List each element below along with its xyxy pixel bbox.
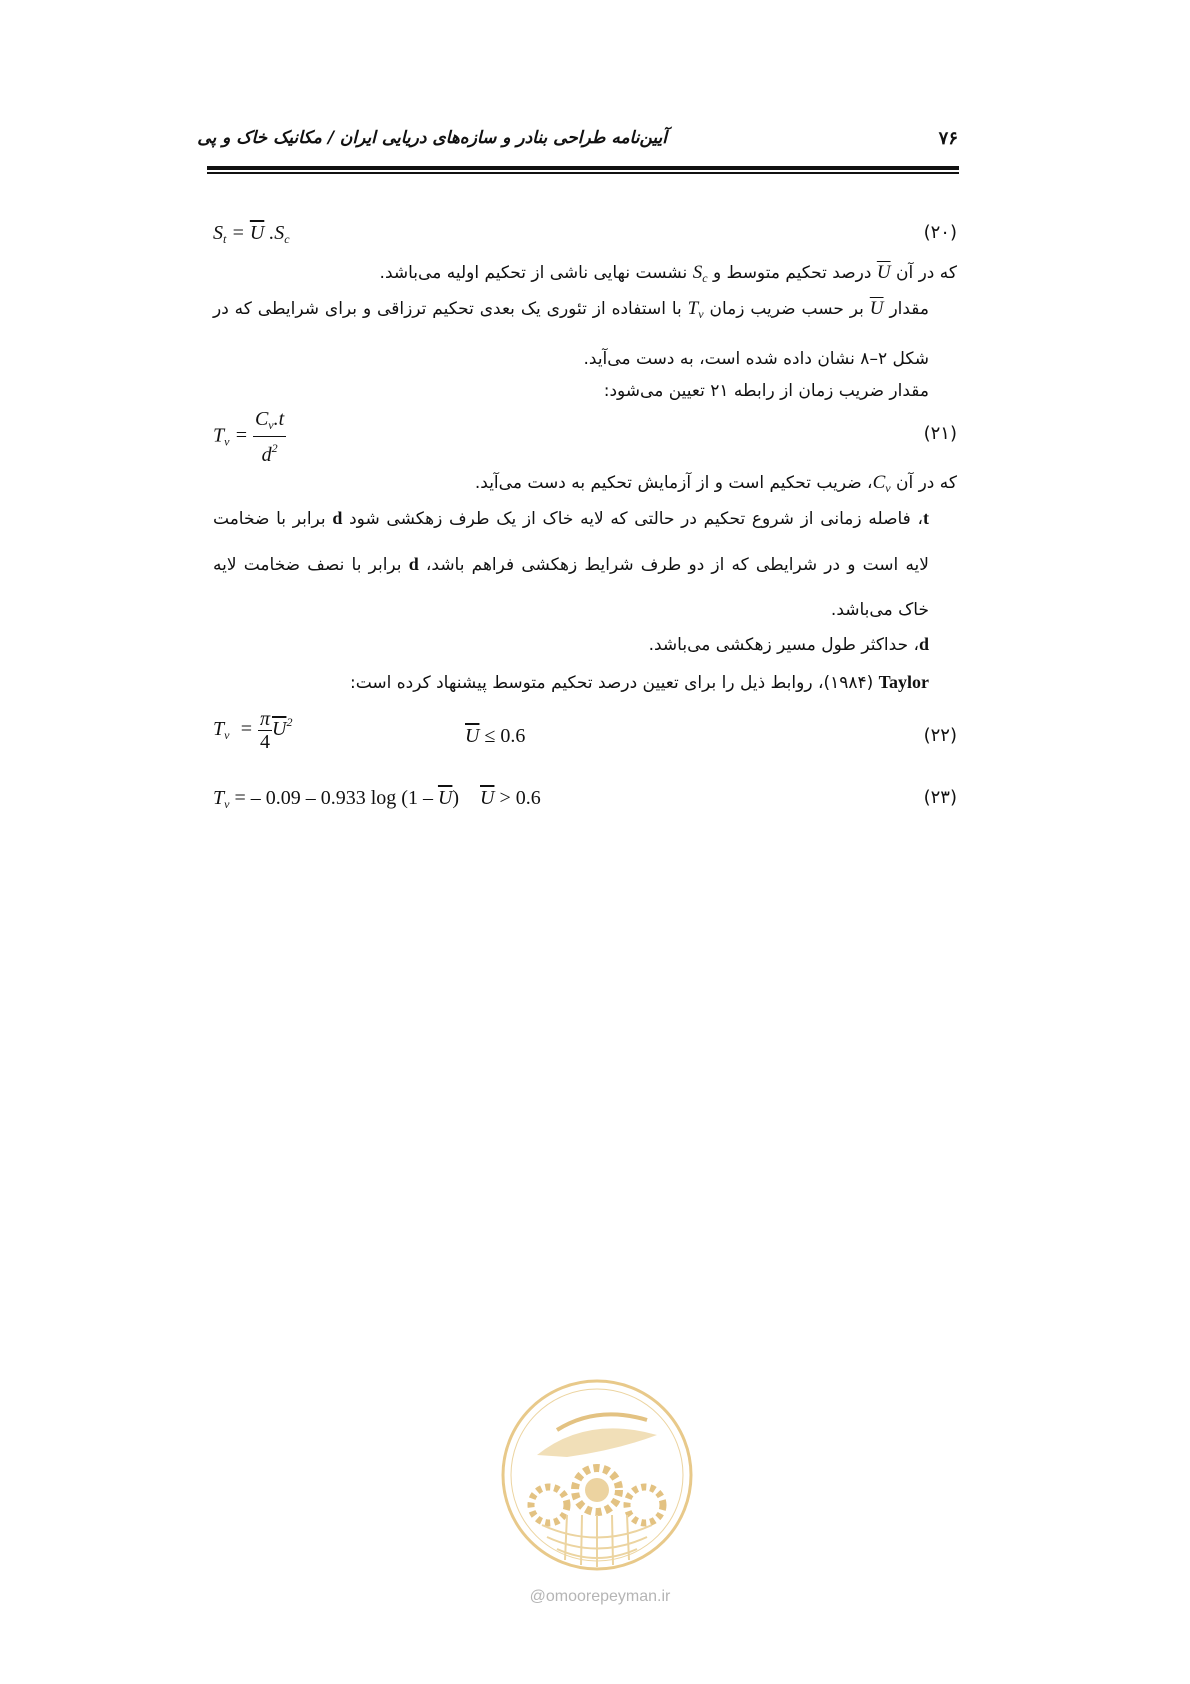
sc-symbol: $S_c$ <box>692 262 708 285</box>
p1-text-c: نشست نهایی ناشی از تحکیم اولیه می‌باشد. <box>379 263 688 283</box>
u-bar-symbol: $\overline{U}$ <box>876 262 891 283</box>
p2-text-b: بر حسب ضریب زمان <box>709 299 864 319</box>
equation-21-number: (۲۱) <box>923 423 957 444</box>
equation-22-condition: $\overline{U} \le 0.6$ <box>465 725 526 747</box>
taylor-name: Taylor <box>878 672 929 692</box>
p2-text-a: مقدار <box>889 299 929 319</box>
running-header-title: آیین‌نامه طراحی بنادر و سازه‌های دریایی ایران / مکانیک خاک و پی <box>197 128 667 148</box>
page-number: ۷۶ <box>938 128 958 149</box>
cv-symbol: $C_v$ <box>872 472 891 495</box>
p4-text-b: ، ضریب تحکیم است و از آزمایش تحکیم به دست می‌آید. <box>474 473 873 493</box>
u-bar-symbol: $\overline{U}$ <box>869 298 884 319</box>
paragraph-u-time-factor <box>213 286 957 382</box>
equation-20: $S_t = \overline{U}$ $.S_c$ <box>213 222 290 246</box>
d-symbol: d <box>408 554 419 574</box>
p5-text-c: برابر با نصف ضخامت لایه خاک می‌باشد. <box>213 555 929 620</box>
paragraph-cv-definition <box>213 470 957 497</box>
header-rule-thick <box>207 166 959 170</box>
p5-text-a: ، فاصله زمانی از شروع تحکیم در حالتی که لایه خاک از یک طرف زهکشی شود <box>349 509 924 529</box>
p2-text-c: با استفاده از تئوری یک بعدی تحکیم ترزاقی و برای شرایطی که در شکل ۲–۸ نشان داده شده است، به دست می‌آید. <box>213 299 929 369</box>
equation-21: $T_v$ = $\frac{C_v.t}{d^2}$ <box>213 408 285 466</box>
equation-23-condition: $\overline{U} > 0.6$ <box>480 787 541 809</box>
paragraph-definition-u <box>213 260 957 287</box>
paragraph-d-definition <box>213 632 957 658</box>
t-symbol: t <box>923 508 930 528</box>
equation-22-number: (۲۲) <box>923 725 957 746</box>
tv-symbol: $T_v$ <box>687 298 704 321</box>
p1-text-b: درصد تحکیم متوسط و <box>712 263 872 283</box>
p5-text-b: برابر با ضخامت لایه است و در شرایطی که از دو طرف شرایط زهکشی فراهم باشد، <box>213 509 929 575</box>
d-symbol: d <box>918 634 929 654</box>
equation-23-number: (۲۳) <box>923 787 957 808</box>
paragraph-taylor-intro <box>213 670 957 696</box>
paragraph-t-definition <box>213 496 957 633</box>
p1-text-a: که در آن <box>895 263 957 283</box>
watermark-stamp-logo <box>497 1375 697 1575</box>
equation-20-number: (۲۰) <box>923 222 957 243</box>
equation-22: $T_v$ = $\frac{\pi}{4}$ $\overline{U}^2$ <box>213 708 293 753</box>
d-symbol: d <box>332 508 343 528</box>
watermark-url: @omoorepeyman.ir <box>529 1588 671 1605</box>
p6-text-a: ، حداکثر طول مسیر زهکشی می‌باشد. <box>648 635 919 655</box>
paragraph-time-factor-intro: مقدار ضریب زمان از رابطه ۲۱ تعیین می‌شود: <box>603 381 929 401</box>
header-rule-thin <box>207 172 959 174</box>
equation-23: $T_v$ = – 0.09 – 0.933 $\log (1 - \overline{U})$ <box>213 787 460 811</box>
p7-text-a: (۱۹۸۴)، روابط ذیل را برای تعیین درصد تحکیم متوسط پیشنهاد کرده است: <box>349 673 874 693</box>
p4-text-a: که در آن <box>895 473 957 493</box>
